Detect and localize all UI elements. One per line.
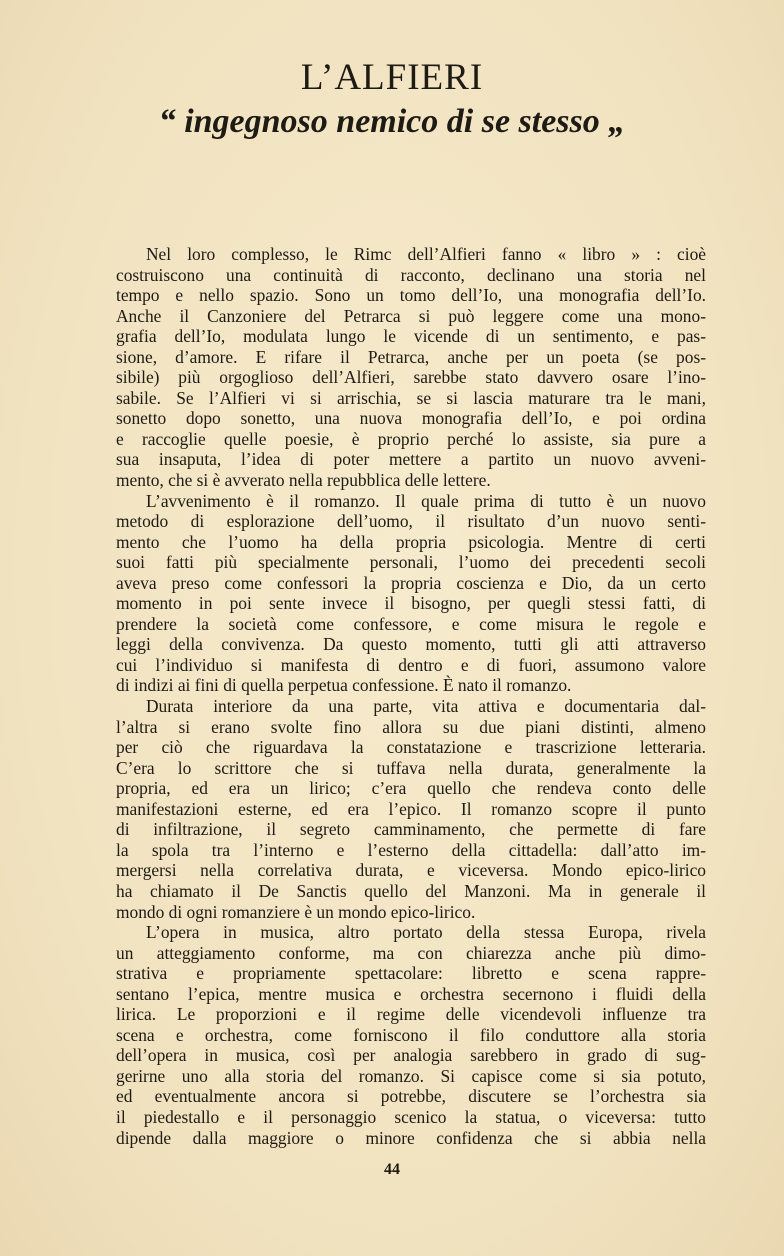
chapter-title: L’ALFIERI bbox=[300, 57, 484, 98]
text-line: scena e orchestra, come forniscono il filo conduttore alla storia bbox=[116, 1024, 706, 1045]
text-line: sione, d’amore. E rifare il Petrarca, anche per un poeta (se pos- bbox=[116, 346, 706, 367]
text-line: e raccoglie quelle poesie, è proprio perché lo assiste, sia pure a bbox=[116, 428, 706, 449]
page-number: 44 bbox=[384, 1161, 400, 1178]
text-line: C’era lo scrittore che si tuffava nella durata, generalmente la bbox=[116, 757, 706, 778]
text-line: sibile) più orgoglioso dell’Alfieri, sarebbe stato davvero osare l’ino- bbox=[116, 367, 706, 388]
text-line: sonetto dopo sonetto, una nuova monografia dell’Io, e poi ordina bbox=[116, 408, 706, 429]
text-line: leggi della convivenza. Da questo momento, tutti gli atti attraverso bbox=[116, 634, 706, 655]
text-line: l’altra si erano svolte fino allora su due piani distinti, almeno bbox=[116, 716, 706, 737]
text-line: aveva preso come confessori la propria coscienza e Dio, da un certo bbox=[116, 572, 706, 593]
text-line: la spola tra l’interno e l’esterno della cittadella: dall’atto im- bbox=[116, 839, 706, 860]
text-line: costruiscono una continuità di racconto, declinano una storia nel bbox=[116, 264, 706, 285]
text-line: lirica. Le proporzioni e il regime delle vicendevoli influenze tra bbox=[116, 1004, 706, 1025]
text-line: ha chiamato il De Sanctis quello del Manzoni. Ma in generale il bbox=[116, 880, 706, 901]
text-line: suoi fatti più specialmente personali, l’uomo dei precedenti secoli bbox=[116, 552, 706, 573]
text-line: L’avvenimento è il romanzo. Il quale prima di tutto è un nuovo bbox=[146, 490, 706, 511]
text-line: prendere la società come confessore, e come misura le regole e bbox=[116, 613, 706, 634]
text-line: di indizi ai fini di quella perpetua confessione. È nato il romanzo. bbox=[116, 675, 572, 696]
text-line: mento che l’uomo ha della propria psicologia. Mentre di certi bbox=[116, 531, 706, 552]
text-line: mondo di ogni romanziere è un mondo epico-lirico. bbox=[116, 901, 476, 922]
text-line: sua insaputa, l’idea di poter mettere a partito un nuovo avveni- bbox=[116, 449, 706, 470]
text-line: strativa e propriamente spettacolare: libretto e scena rappre- bbox=[116, 963, 706, 984]
text-line: Anche il Canzoniere del Petrarca si può leggere come una mono- bbox=[116, 305, 706, 326]
text-line: sentano l’epica, mentre musica e orchestra secernono i fluidi della bbox=[116, 983, 706, 1004]
chapter-subtitle: “ ingegnoso nemico di se stesso „ bbox=[158, 103, 626, 140]
text-line: mergersi nella correlativa durata, e viceversa. Mondo epico-lirico bbox=[116, 860, 706, 881]
text-line: L’opera in musica, altro portato della stessa Europa, rivela bbox=[146, 922, 706, 943]
text-line: un atteggiamento conforme, ma con chiarezza anche più dimo- bbox=[116, 942, 706, 963]
body-text bbox=[116, 244, 706, 1148]
text-line: mento, che si è avverato nella repubblica delle lettere. bbox=[116, 470, 491, 491]
text-line: momento in poi sente invece il bisogno, per quegli stessi fatti, di bbox=[116, 593, 706, 614]
text-line: cui l’individuo si manifesta di dentro e di fuori, assumono valore bbox=[116, 654, 706, 675]
text-line: di infiltrazione, il segreto camminamento, che permette di fare bbox=[116, 819, 706, 840]
text-line: dipende dalla maggiore o minore confidenza che si abbia nella bbox=[116, 1127, 706, 1148]
text-line: per ciò che riguardava la constatazione e trascrizione letteraria. bbox=[116, 737, 706, 758]
text-line: sabile. Se l’Alfieri vi si arrischia, se si lascia maturare tra le mani, bbox=[116, 387, 706, 408]
text-line: tempo e nello spazio. Sono un tomo dell’Io, una monografia dell’Io. bbox=[116, 285, 706, 306]
text-line: il piedestallo e il personaggio scenico la statua, o viceversa: tutto bbox=[116, 1106, 706, 1127]
text-line: propria, ed era un lirico; c’era quello che rendeva conto delle bbox=[116, 778, 706, 799]
text-line: gerirne uno alla storia del romanzo. Si capisce come si sia potuto, bbox=[116, 1065, 706, 1086]
text-line: ed eventualmente ancora si potrebbe, discutere se l’orchestra sia bbox=[116, 1086, 706, 1107]
text-line: dell’opera in musica, così per analogia sarebbero in grado di sug- bbox=[116, 1045, 706, 1066]
text-line: manifestazioni esterne, ed era l’epico. Il romanzo scopre il punto bbox=[116, 798, 706, 819]
text-line: grafia dell’Io, modulata lungo le vicende di un sentimento, e pas- bbox=[116, 326, 706, 347]
text-line: metodo di esplorazione dell’uomo, il risultato d’un nuovo senti- bbox=[116, 511, 706, 532]
text-line: Nel loro complesso, le Rimc dell’Alfieri fanno « libro » : cioè bbox=[146, 244, 706, 264]
text-line: Durata interiore da una parte, vita attiva e documentaria dal- bbox=[146, 696, 706, 717]
